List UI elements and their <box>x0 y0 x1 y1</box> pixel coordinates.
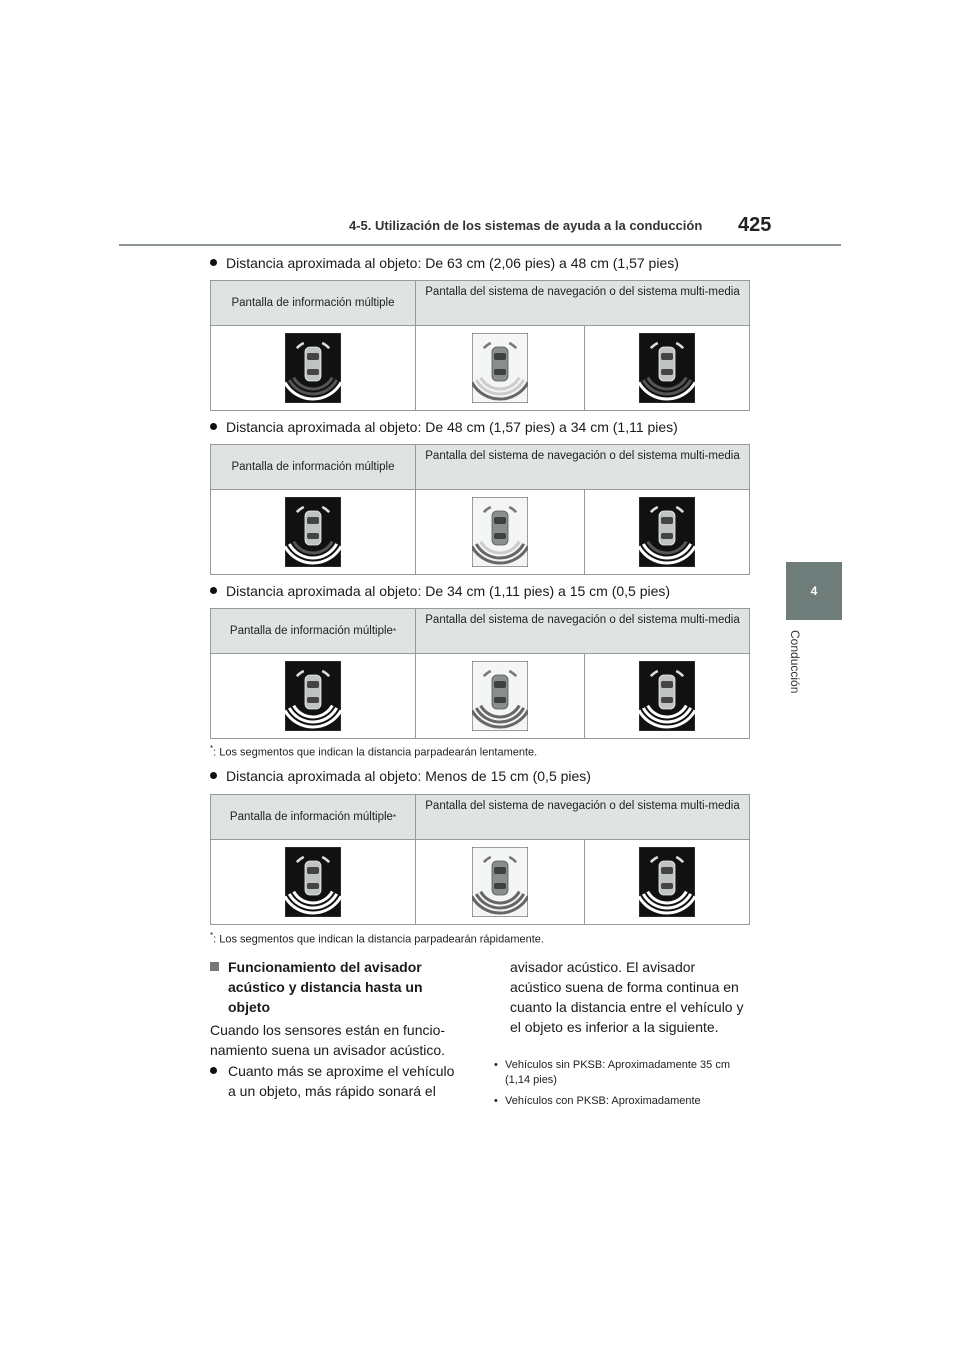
nav-display-image-dark <box>639 497 695 567</box>
header-rule <box>119 244 841 246</box>
car-icon <box>659 675 675 709</box>
square-bullet-icon <box>210 962 219 971</box>
footnote-slow-blink: *: Los segmentos que indican la distancia parpadearán lentamente. <box>210 744 538 759</box>
table-header-mid: Pantalla de información múltiple <box>211 445 416 489</box>
car-windshield <box>661 681 673 688</box>
car-icon <box>492 861 508 895</box>
table-header-mid: Pantalla de información múltiple * <box>211 795 416 839</box>
footnote-fast-blink: *: Los segmentos que indican la distancia parpadearán rápidamente. <box>210 931 544 946</box>
car-windshield <box>307 681 319 688</box>
car-icon <box>659 347 675 381</box>
car-windshield <box>307 517 319 524</box>
nav-display-image-dark <box>639 333 695 403</box>
bullet-icon <box>210 423 217 430</box>
bullet-icon <box>210 259 217 266</box>
car-icon <box>659 511 675 545</box>
nav-display-image-light <box>472 497 528 567</box>
car-rear-window <box>307 883 319 889</box>
mid-display-image <box>285 847 341 917</box>
car-rear-window <box>494 697 506 703</box>
car-icon <box>492 511 508 545</box>
car-icon <box>492 675 508 709</box>
buzzer-section-heading: Funcionamiento del avisador acústico y distancia hasta un objeto <box>210 957 460 1017</box>
table-header-mid: Pantalla de información múltiple <box>211 281 416 325</box>
bullet-icon <box>210 772 217 779</box>
buzzer-bullet: Cuanto más se aproxime el vehículo a un objeto, más rápido sonará el <box>210 1061 460 1101</box>
chapter-label: Conducción <box>788 630 802 694</box>
car-windshield <box>494 681 506 688</box>
buzzer-right-para: avisador acústico. El avisador acústico suena de forma continua en cuanto la distancia entre el vehículo y el objeto es inferior a la siguiente. <box>510 959 744 1035</box>
distance-bullet-2: Distancia aproximada al objeto: De 48 cm (1,57 pies) a 34 cm (1,11 pies) <box>210 419 678 435</box>
mid-display-image <box>285 333 341 403</box>
car-rear-window <box>494 369 506 375</box>
bullet-icon <box>210 587 217 594</box>
car-icon <box>305 861 321 895</box>
buzzer-item-1: • Vehículos sin PKSB: Aproximadamente 35 cm (1,14 pies) <box>494 1059 731 1086</box>
car-rear-window <box>661 369 673 375</box>
distance-bullet-1: Distancia aproximada al objeto: De 63 cm (2,06 pies) a 48 cm (1,57 pies) <box>210 255 679 271</box>
car-icon <box>305 675 321 709</box>
car-rear-window <box>661 533 673 539</box>
nav-display-image-light <box>472 661 528 731</box>
table-header-nav: Pantalla del sistema de navegación o del sistema multi-media <box>425 286 740 298</box>
car-icon <box>305 347 321 381</box>
bullet-icon <box>210 1067 217 1074</box>
car-rear-window <box>494 533 506 539</box>
car-rear-window <box>307 533 319 539</box>
display-table-3 <box>210 608 750 739</box>
car-icon <box>659 861 675 895</box>
nav-display-image-light <box>472 847 528 917</box>
buzzer-intro: Cuando los sensores están en funcio-namiento suena un avisador acústico. <box>210 1022 446 1058</box>
car-windshield <box>494 353 506 360</box>
car-windshield <box>661 353 673 360</box>
distance-bullet-3: Distancia aproximada al objeto: De 34 cm (1,11 pies) a 15 cm (0,5 pies) <box>210 583 670 599</box>
page-header-title: 4-5. Utilización de los sistemas de ayuda a la conducción <box>349 218 703 233</box>
car-windshield <box>494 867 506 874</box>
car-windshield <box>307 867 319 874</box>
car-windshield <box>661 867 673 874</box>
car-icon <box>305 511 321 545</box>
mid-display-image <box>285 661 341 731</box>
car-rear-window <box>661 697 673 703</box>
car-windshield <box>307 353 319 360</box>
car-icon <box>492 347 508 381</box>
buzzer-item-2: • Vehículos con PKSB: Aproximadamente <box>494 1095 701 1107</box>
car-windshield <box>494 517 506 524</box>
display-table-2 <box>210 444 750 575</box>
mid-display-image <box>285 497 341 567</box>
display-table-1 <box>210 280 750 411</box>
chapter-tab[interactable]: 4 <box>786 562 842 620</box>
page-number: 425 <box>738 214 772 236</box>
car-rear-window <box>661 883 673 889</box>
car-rear-window <box>307 369 319 375</box>
table-header-nav: Pantalla del sistema de navegación o del sistema multi-media <box>425 614 740 626</box>
table-header-mid: Pantalla de información múltiple * <box>211 609 416 653</box>
nav-display-image-dark <box>639 661 695 731</box>
table-header-nav: Pantalla del sistema de navegación o del sistema multi-media <box>425 800 740 812</box>
table-header-nav: Pantalla del sistema de navegación o del sistema multi-media <box>425 450 740 462</box>
nav-display-image-dark <box>639 847 695 917</box>
car-windshield <box>661 517 673 524</box>
car-rear-window <box>307 697 319 703</box>
nav-display-image-light <box>472 333 528 403</box>
display-table-4 <box>210 794 750 925</box>
car-rear-window <box>494 883 506 889</box>
distance-bullet-4: Distancia aproximada al objeto: Menos de 15 cm (0,5 pies) <box>210 768 591 784</box>
